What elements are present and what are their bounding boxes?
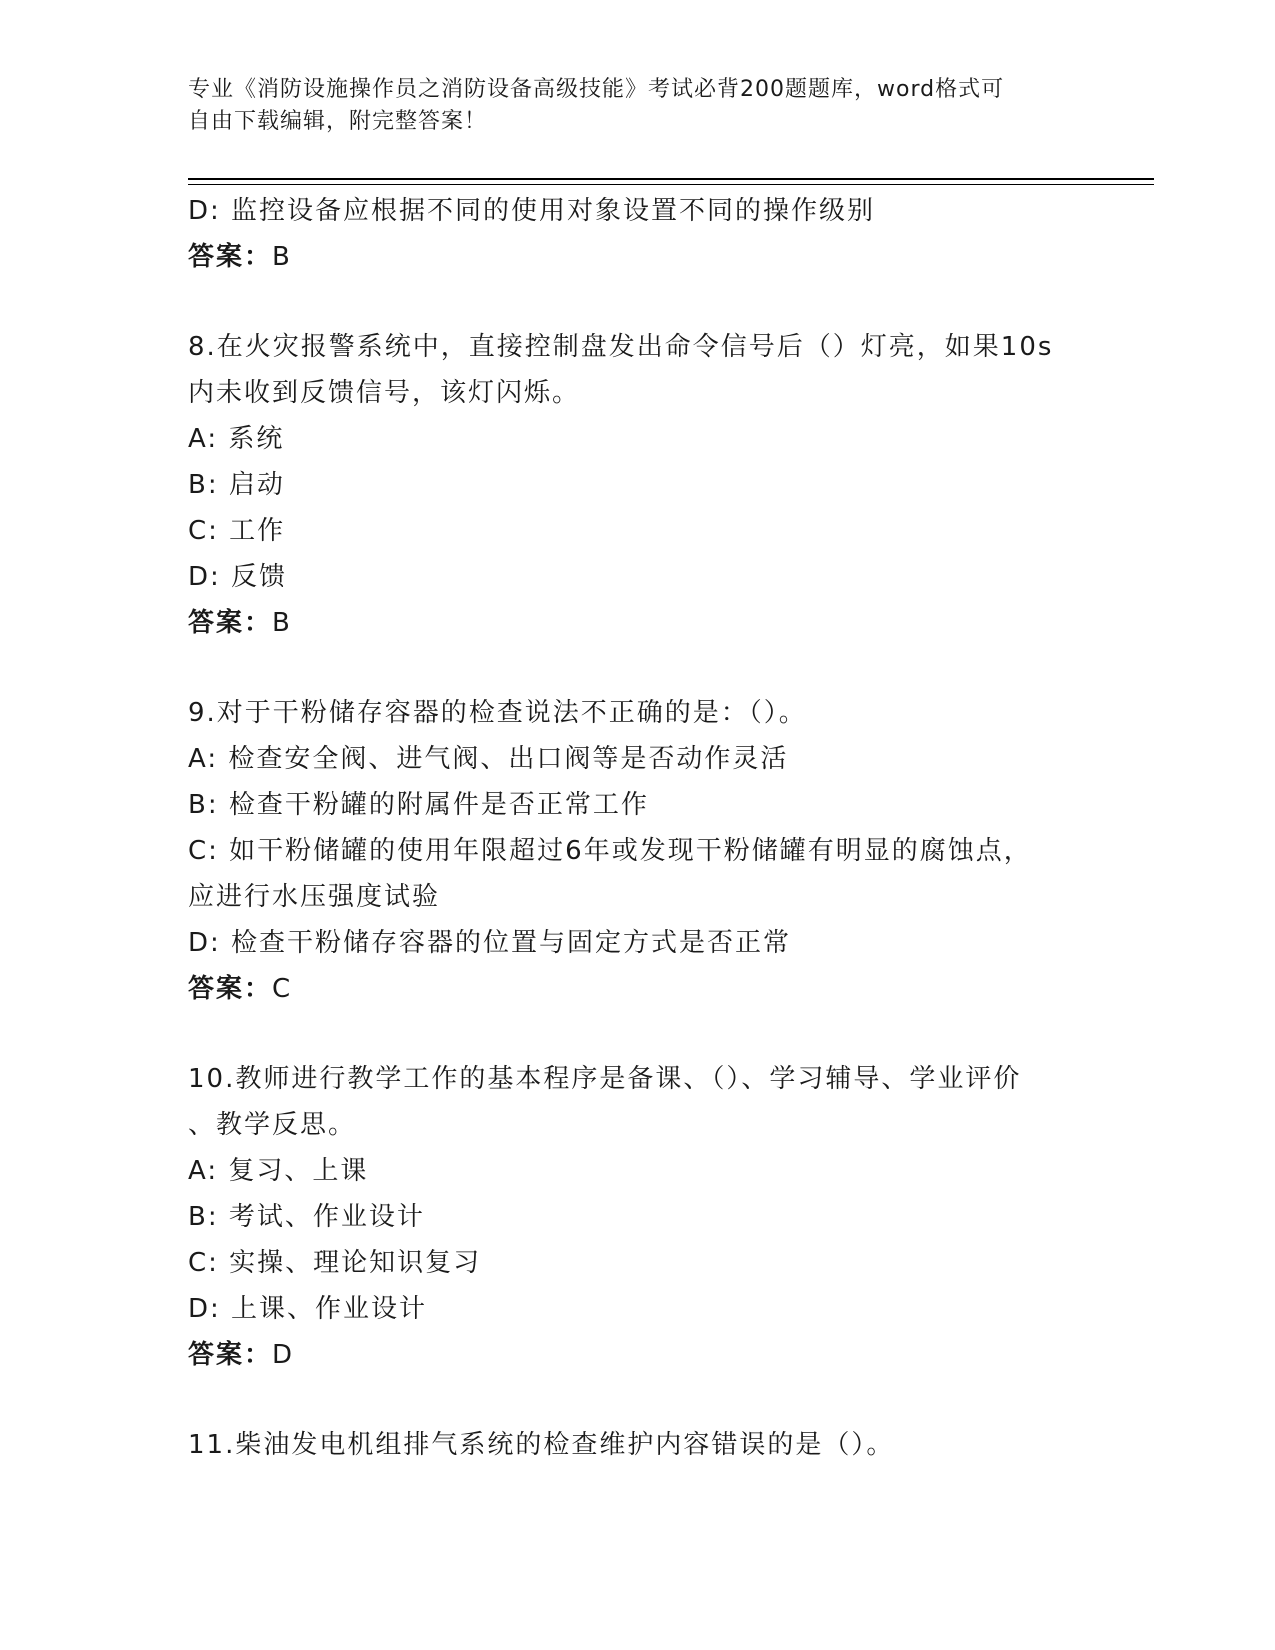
question-gap: [188, 1012, 1088, 1056]
answer-value: C: [272, 974, 293, 1004]
question-block: [188, 1422, 1088, 1468]
answer-line: [188, 1332, 1088, 1378]
option-line: B: 启动: [188, 470, 285, 500]
answer-value: B: [272, 608, 292, 638]
answer-label: 答案：: [188, 242, 273, 272]
question-stem-line: 、教学反思。: [188, 1110, 357, 1140]
option-line: D: 反馈: [188, 562, 288, 592]
answer-line: [188, 966, 1088, 1012]
question-stem-line: 9.对于干粉储存容器的检查说法不正确的是：（）。: [188, 698, 807, 728]
answer-line: [188, 234, 1088, 280]
option-line: A: 检查安全阀、进气阀、出口阀等是否动作灵活: [188, 744, 789, 774]
page-header: [188, 74, 1068, 138]
answer-value: B: [272, 242, 292, 272]
header-rule-thick: [188, 178, 1154, 180]
question-stem-line: 8.在火灾报警系统中，直接控制盘发出命令信号后（）灯亮，如果10s: [188, 332, 1054, 362]
option-line: D: 上课、作业设计: [188, 1294, 428, 1324]
option-line: A: 复习、上课: [188, 1156, 369, 1186]
option-line: B: 检查干粉罐的附属件是否正常工作: [188, 790, 649, 820]
answer-label: 答案：: [188, 608, 273, 638]
question-gap: [188, 646, 1088, 690]
question-gap: [188, 280, 1088, 324]
header-line-1: 专业《消防设施操作员之消防设备高级技能》考试必背200题题库，word格式可: [188, 77, 1005, 102]
option-line: C: 工作: [188, 516, 286, 546]
option-line: C: 如干粉储罐的使用年限超过6年或发现干粉储罐有明显的腐蚀点，: [188, 836, 1032, 866]
question-stem-line: 10.教师进行教学工作的基本程序是备课、（）、学习辅导、学业评价: [188, 1064, 1022, 1094]
option-line: D: 监控设备应根据不同的使用对象设置不同的操作级别: [188, 196, 876, 226]
document-body: [188, 188, 1088, 1468]
header-rule-thin: [188, 184, 1154, 185]
option-line: A: 系统: [188, 424, 285, 454]
question-block: [188, 690, 1088, 1012]
header-line-2: 自由下载编辑，附完整答案！: [188, 109, 488, 134]
option-line: C: 实操、理论知识复习: [188, 1248, 482, 1278]
answer-value: D: [272, 1340, 295, 1370]
option-line: D: 检查干粉储存容器的位置与固定方式是否正常: [188, 928, 792, 958]
answer-line: [188, 600, 1088, 646]
answer-label: 答案：: [188, 974, 273, 1004]
question-block: [188, 324, 1088, 646]
question-gap: [188, 1378, 1088, 1422]
option-line: B: 考试、作业设计: [188, 1202, 425, 1232]
question-block: [188, 1056, 1088, 1378]
question-stem-line: 内未收到反馈信号，该灯闪烁。: [188, 378, 581, 408]
answer-label: 答案：: [188, 1340, 273, 1370]
option-line-continued: 应进行水压强度试验: [188, 882, 441, 912]
question-stem-line: 11.柴油发电机组排气系统的检查维护内容错误的是（）。: [188, 1430, 895, 1460]
